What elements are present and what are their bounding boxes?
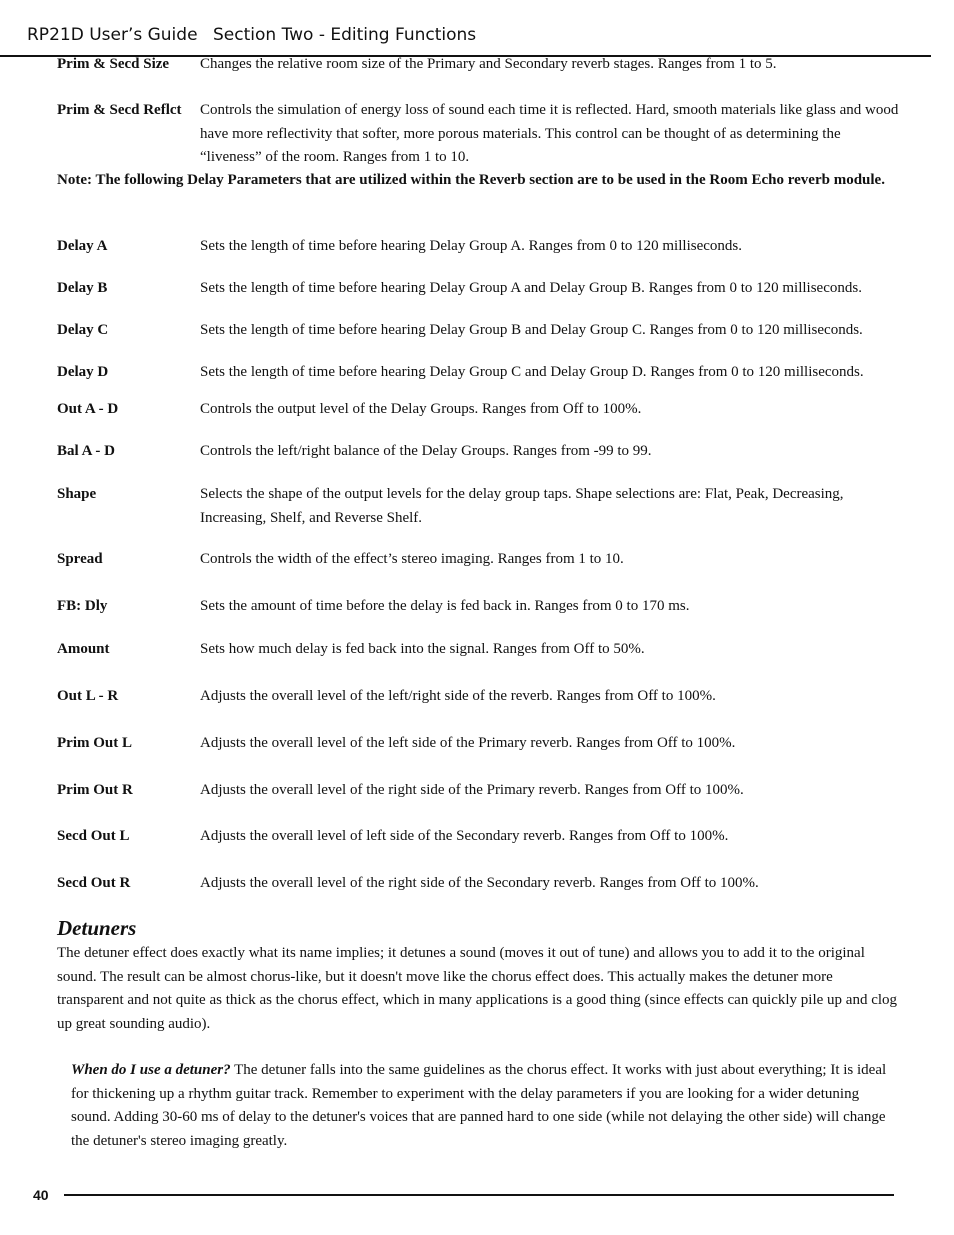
section-title: Section Two - Editing Functions xyxy=(213,25,477,45)
delay-note: Note: The following Delay Parameters that are utilized within the Reverb section are to be used in the Room Echo reverb module. xyxy=(57,172,885,188)
param-description: Sets the length of time before hearing Delay Group A. Ranges from 0 to 120 milliseconds. xyxy=(200,238,742,254)
footer-divider xyxy=(64,1194,894,1196)
param-description: Selects the shape of the output levels for the delay group taps. Shape selections are: Flat, Peak, Decreasing, Increasing, Shelf, and Reverse Shelf. xyxy=(200,486,844,526)
param-description: Sets how much delay is fed back into the signal. Ranges from Off to 50%. xyxy=(200,641,645,657)
param-term: Delay A xyxy=(57,238,108,254)
detuners-tip xyxy=(71,1059,896,1153)
param-term: Out L - R xyxy=(57,688,119,704)
param-description: Sets the length of time before hearing Delay Group C and Delay Group D. Ranges from 0 to 120 milliseconds. xyxy=(200,364,864,380)
param-term: Prim & Secd Reflct xyxy=(57,102,182,118)
param-description: Controls the width of the effect’s stereo imaging. Ranges from 1 to 10. xyxy=(200,551,624,567)
param-term: Prim Out R xyxy=(57,782,133,798)
param-term: FB: Dly xyxy=(57,598,108,614)
param-description: Controls the output level of the Delay Groups. Ranges from Off to 100%. xyxy=(200,401,642,417)
param-description: Adjusts the overall level of the left side of the Primary reverb. Ranges from Off to 100%. xyxy=(200,735,736,751)
param-term: Shape xyxy=(57,486,97,502)
param-term: Delay D xyxy=(57,364,109,380)
param-term: Secd Out R xyxy=(57,875,131,891)
detuners-heading: Detuners xyxy=(57,916,137,940)
param-description: Adjusts the overall level of the left/right side of the reverb. Ranges from Off to 100%. xyxy=(200,688,716,704)
param-term: Spread xyxy=(57,551,103,567)
param-description: Adjusts the overall level of the right side of the Secondary reverb. Ranges from Off to 100%. xyxy=(200,875,759,891)
param-description: Adjusts the overall level of the right side of the Primary reverb. Ranges from Off to 100%. xyxy=(200,782,744,798)
param-term: Delay B xyxy=(57,280,108,296)
param-description: Controls the left/right balance of the Delay Groups. Ranges from -99 to 99. xyxy=(200,443,652,459)
param-term: Secd Out L xyxy=(57,828,130,844)
tip-question: When do I use a detuner? xyxy=(71,1062,231,1078)
detuners-paragraph: The detuner effect does exactly what its name implies; it detunes a sound (moves it out of tune) and allows you to add it to the original sound. The result can be almost chorus-like, but it doesn't move like the chorus effect does. This actually makes the detuner more transparent and not quite as thick as the chorus effect, which in many applications is a good thing (since effects can quickly pile up and clog up great sounding audio). xyxy=(57,945,898,1032)
param-term: Out A - D xyxy=(57,401,119,417)
param-description: Sets the length of time before hearing Delay Group A and Delay Group B. Ranges from 0 to 120 milliseconds. xyxy=(200,280,862,296)
page-number: 40 xyxy=(33,1187,49,1203)
param-term: Prim Out L xyxy=(57,735,132,751)
param-term: Amount xyxy=(57,641,110,657)
param-term: Bal A - D xyxy=(57,443,115,459)
param-description: Sets the length of time before hearing Delay Group B and Delay Group C. Ranges from 0 to 120 milliseconds. xyxy=(200,322,863,338)
param-description: Controls the simulation of energy loss of sound each time it is reflected. Hard, smooth materials like glass and wood have more reflectivity that softer, more porous materials. This control can be thought of as determining the “liveness” of the room. Ranges from 1 to 10. xyxy=(200,102,899,165)
tip-text: The detuner falls into the same guidelines as the chorus effect. It works with just about everything; It is ideal for thickening up a rhythm guitar track. Remember to experiment with the delay parameters if you are looking for a wider detuning sound. Adding 30-60 ms of delay to the detuner's voices that are panned hard to one side (while not delaying the other side) will change the detuner's stereo imaging greatly. xyxy=(71,1062,887,1149)
param-term: Prim & Secd Size xyxy=(57,56,170,72)
param-description: Adjusts the overall level of left side of the Secondary reverb. Ranges from Off to 100%. xyxy=(200,828,729,844)
guide-title: RP21D User’s Guide xyxy=(27,25,198,45)
param-description: Changes the relative room size of the Primary and Secondary reverb stages. Ranges from 1 to 5. xyxy=(200,56,777,72)
param-description: Sets the amount of time before the delay is fed back in. Ranges from 0 to 170 ms. xyxy=(200,598,690,614)
param-term: Delay C xyxy=(57,322,109,338)
